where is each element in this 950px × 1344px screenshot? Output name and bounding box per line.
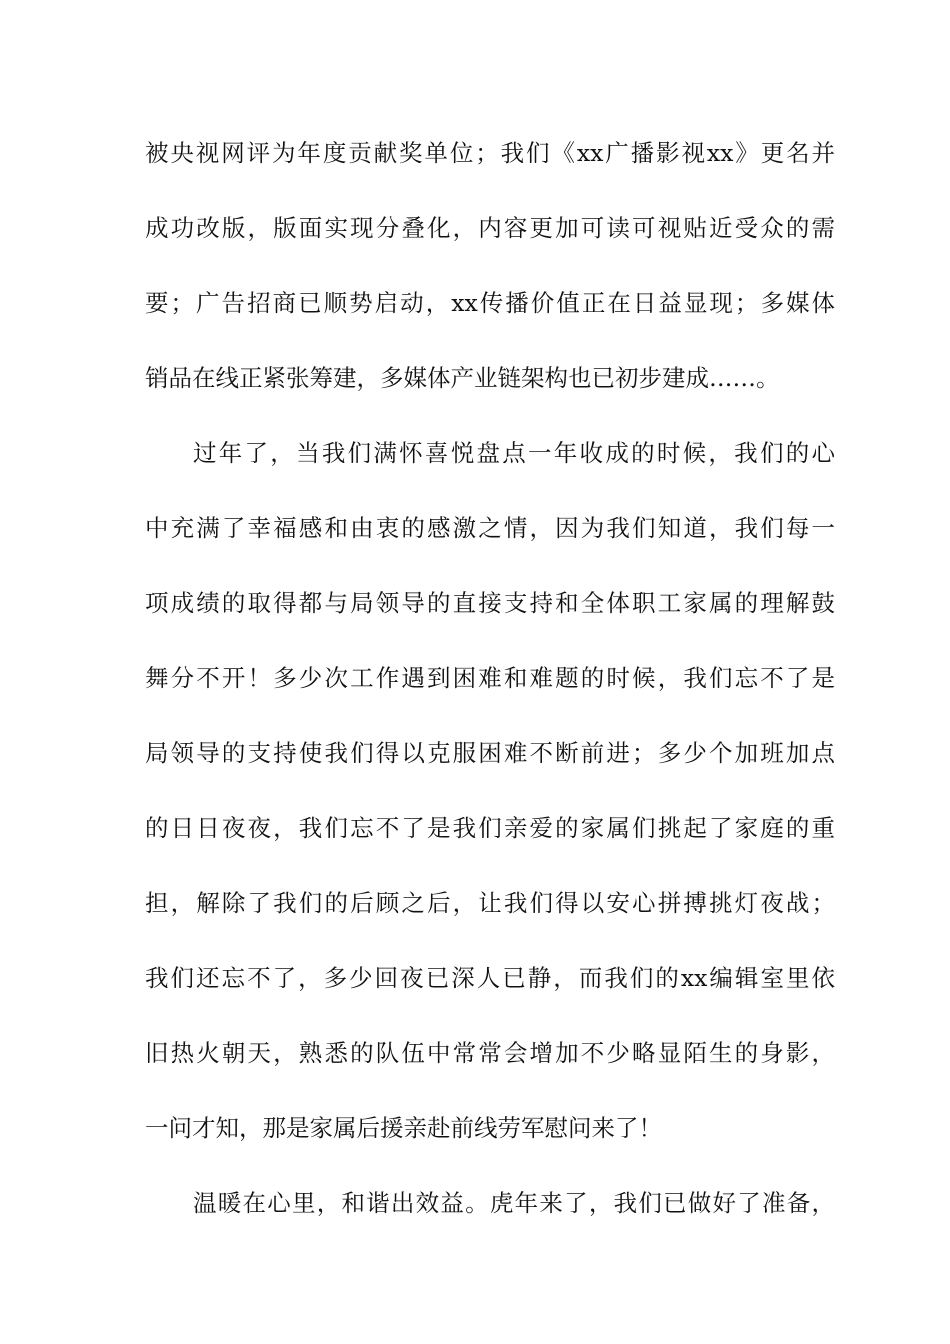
body-text-line: 舞分不开！多少次工作遇到困难和难题的时候，我们忘不了是 <box>145 664 835 692</box>
body-text-line: 销品在线正紧张筹建，多媒体产业链架构也已初步建成……。 <box>145 364 780 392</box>
body-text-line: 旧热火朝天，熟悉的队伍中常常会增加不少略显陌生的身影， <box>145 1039 835 1067</box>
body-text-line: 的日日夜夜，我们忘不了是我们亲爱的家属们挑起了家庭的重 <box>145 814 835 842</box>
body-text-line: 担，解除了我们的后顾之后，让我们得以安心拼搏挑灯夜战； <box>145 889 835 917</box>
body-text-line: 一问才知，那是家属后援亲赴前线劳军慰问来了！ <box>145 1114 662 1142</box>
body-text-line: 中充满了幸福感和由衷的感激之情，因为我们知道，我们每一 <box>145 514 835 542</box>
body-text-line: 我们还忘不了，多少回夜已深人已静，而我们的xx编辑室里依 <box>145 964 835 992</box>
body-text-line: 项成绩的取得都与局领导的直接支持和全体职工家属的理解鼓 <box>145 589 835 617</box>
paragraph-first-line: 温暖在心里，和谐出效益。虎年来了，我们已做好了准备， <box>193 1189 835 1217</box>
body-text-line: 要；广告招商已顺势启动，xx传播价值正在日益显现；多媒体 <box>145 289 835 317</box>
body-text-line: 被央视网评为年度贡献奖单位；我们《xx广播影视xx》更名并 <box>145 139 835 167</box>
body-text-line: 成功改版，版面实现分叠化，内容更加可读可视贴近受众的需 <box>145 214 835 242</box>
body-text-line: 局领导的支持使我们得以克服困难不断前进；多少个加班加点 <box>145 739 835 767</box>
paragraph-first-line: 过年了，当我们满怀喜悦盘点一年收成的时候，我们的心 <box>193 439 835 467</box>
